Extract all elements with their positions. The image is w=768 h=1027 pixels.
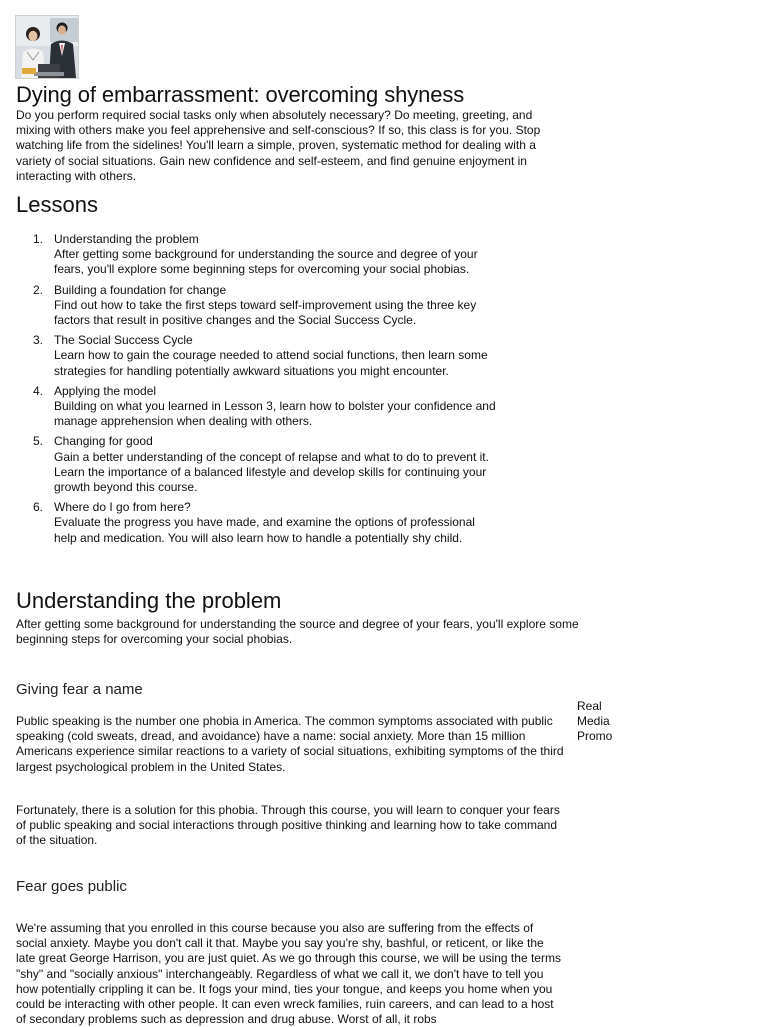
course-title: Dying of embarrassment: overcoming shyness — [16, 82, 465, 107]
lesson-number: 5. — [33, 434, 44, 449]
promo-line: Promo — [577, 729, 613, 744]
course-thumbnail-image — [15, 15, 79, 79]
promo-line: Media — [577, 714, 610, 729]
course-description: Do you perform required social tasks only when absolutely necessary? Do meeting, greeting, and mixing with others make you feel apprehensive and self-conscious? If so, this class is for you. Stop watching life from the sidelines! You'll learn a simple, proven, systematic method for dealing with a variety of social situations. Gain new confidence and self-esteem, and find genuine enjoyment in interacting with others. — [16, 108, 541, 183]
section-description: After getting some background for understanding the source and degree of your fears, you'll explore some beginning steps for overcoming your social phobias. — [16, 617, 579, 647]
lesson-description: Find out how to take the first steps toward self-improvement using the three key factors that result in positive changes and the Social Success Cycle. — [54, 297, 477, 328]
lessons-list — [16, 232, 496, 551]
lesson-description: Gain a better understanding of the concept of relapse and what to do to prevent it. Learn the importance of a balanced lifestyle and develop skills for continuing your growth beyond this course. — [54, 449, 489, 495]
lesson-number: 1. — [33, 232, 44, 246]
lesson-title: Changing for good — [54, 434, 153, 449]
subsection-heading: Giving fear a name — [16, 681, 143, 698]
lesson-title: Where do I go from here? — [54, 500, 191, 515]
lesson-title: The Social Success Cycle — [54, 333, 193, 348]
lesson-number: 2. — [33, 282, 44, 297]
section-heading: Understanding the problem — [16, 588, 282, 613]
real-media-promo[interactable] — [577, 699, 637, 745]
lesson-description: Evaluate the progress you have made, and examine the options of professional help and medication. You will also learn how to handle a potentially shy child. — [54, 515, 475, 545]
subsection-heading: Fear goes public — [16, 878, 127, 895]
lesson-number: 3. — [33, 333, 44, 348]
lesson-item — [16, 333, 496, 379]
lesson-description: Learn how to gain the courage needed to attend social functions, then learn some strategies for handling potentially awkward situations you might encounter. — [54, 348, 488, 378]
body-paragraph: Fortunately, there is a solution for this phobia. Through this course, you will learn to conquer your fears of public speaking and social interactions through positive thinking and learning how to take command of the situation. — [16, 803, 560, 848]
lesson-item — [16, 384, 496, 430]
lesson-item — [16, 283, 496, 329]
lesson-title: Building a foundation for change — [54, 282, 227, 297]
lesson-title: Applying the model — [54, 383, 157, 398]
lesson-description: After getting some background for understanding the source and degree of your fears, you'll explore some beginning steps for overcoming your social phobias. — [54, 247, 478, 277]
lesson-item — [16, 232, 496, 278]
lessons-heading: Lessons — [16, 192, 98, 217]
body-paragraph: We're assuming that you enrolled in this course because you also are suffering from the effects of social anxiety. Maybe you don't call it that. Maybe you say you're shy, bashful, or reticent, or like the late great George Harrison, you are just quiet. As we go through this course, we will be using the terms "shy" and "socially anxious" interchangeably. Regardless of what we call it, we don't have to tell you how potentially crippling it can be. It fogs your mind, ties your tongue, and keeps you home when you could be interacting with other people. It can even wreck families, ruin careers, and can lead to a host of secondary problems such as depression and drug abuse. Worst of all, it robs — [16, 921, 561, 1027]
lesson-item — [16, 434, 496, 495]
lesson-description: Building on what you learned in Lesson 3, learn how to bolster your confidence and manage apprehension when dealing with others. — [54, 399, 496, 429]
lesson-number: 6. — [33, 500, 44, 515]
lesson-number: 4. — [33, 383, 44, 398]
promo-line: Real — [577, 699, 602, 713]
body-paragraph: Public speaking is the number one phobia in America. The common symptoms associated with public speaking (cold sweats, dread, and avoidance) have a name: social anxiety. More than 15 million Americans experience similar reactions to a variety of social situations, exhibiting symptoms of the third largest psychological problem in the United States. — [16, 714, 564, 774]
lesson-title: Understanding the problem — [54, 232, 199, 246]
lesson-item — [16, 500, 496, 546]
